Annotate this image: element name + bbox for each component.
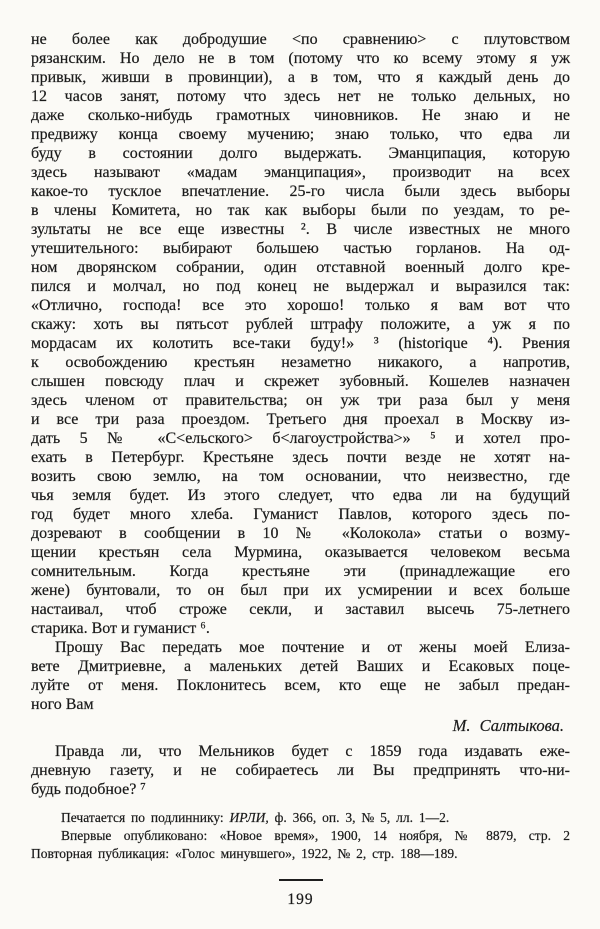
text-line: здесь членом от правительства; он уж три раза был у меня (31, 392, 570, 409)
text-line: дневную газету, и не собираетесь ли Вы предпринять что-ни- (31, 762, 570, 779)
text-line: будь подобное? ⁷ (31, 781, 146, 798)
letter-paragraph-1 (31, 30, 570, 638)
text-line: Прошу Вас передать мое почтение и от жены моей Елиза- (55, 639, 570, 656)
text-line: 12 часов занят, потому что здесь нет не только дельных, но (31, 88, 570, 105)
text-line: слышен повсюду плач и скрежет зубовный. Кошелев назначен (31, 373, 570, 390)
text-line: не более как добродушие <по сравнению> с плутовством (31, 31, 570, 48)
provenance-first-publication-line: Впервые опубликовано: «Новое время», 1900, 14 ноября, № 8879, стр. 2 (61, 828, 570, 843)
text-line: к освобождению крестьян незаметно никакого, а напротив, (31, 354, 570, 371)
text-line: щении крестьян села Мурмина, оказывается человеком весьма (31, 544, 570, 561)
page-number: 199 (287, 891, 314, 908)
provenance-source-archive: ИРЛИ, (229, 810, 269, 825)
text-line: какое-то тусклое впечатление. 25-го числа были здесь выборы (31, 183, 570, 200)
letter-paragraph-3 (31, 742, 570, 799)
text-line: утешительного: выбирают большею частью горланов. На од- (31, 240, 570, 257)
text-line: жене) бунтовали, то он был при их усмирении и всех больше (31, 582, 570, 599)
text-line: возить свою землю, на том основании, что неизвестно, где (31, 468, 570, 485)
text-line: ном дворянском собрании, один отставной военный долго кре- (31, 259, 570, 276)
provenance-source-line (31, 809, 570, 827)
text-line: дозревают в сообщении в 10 № «Колокола» статьи о возму- (31, 525, 570, 542)
text-line: в члены Комитета, но так как выборы были по уездам, то ре- (31, 202, 570, 219)
provenance-second-publication-line: Повторная публикация: «Голос минувшего», 1922, № 2, стр. 188—189. (31, 846, 458, 861)
text-line: даже сколько-нибудь грамотных чиновников. Не знаю и не (31, 107, 570, 124)
letter-paragraph-2 (31, 638, 570, 714)
text-line: дать 5 № «С<ельского> б<лагоустройства>» ⁵ и хотел про- (31, 430, 570, 447)
text-line: Правда ли, что Мельников будет с 1859 года издавать еже- (55, 743, 570, 760)
text-line: сомнительным. Когда крестьяне эти (принадлежащие его (31, 563, 570, 580)
text-line: чья земля будет. Из этого следует, что едва ли на будущий (31, 487, 570, 504)
text-line: буду в состоянии долго выдержать. Эманципация, которую (31, 145, 570, 162)
signature: М. Салтыкова. (452, 716, 564, 735)
provenance-source-prefix: Печатается по подлиннику: (61, 810, 230, 825)
text-line: настаивал, чтоб строже секли, и заставил высечь 75-летнего (31, 601, 570, 618)
text-line: год будет много хлеба. Гуманист Павлов, которого здесь по- (31, 506, 570, 523)
text-line: ехать в Петербург. Крестьяне здесь почти везде не хотят на- (31, 449, 570, 466)
letter-text-block (31, 30, 570, 908)
text-line: здесь называют «мадам эманципация», производит на всех (31, 164, 570, 181)
text-line: привык, живши в провинции), а в том, что я каждый день до (31, 69, 570, 86)
text-line: «Отлично, господа! все это хорошо! только я вам вот что (31, 297, 570, 314)
text-line: мордасам их колотить все-таки буду!» ³ (historique ⁴). Рвения (31, 335, 570, 352)
text-line: скажу: хоть вы пятьсот рублей штрафу положите, а уж я по (31, 316, 570, 333)
provenance-source-rest: ф. 366, оп. 3, № 5, лл. 1—2. (268, 810, 450, 825)
text-line: луйте от меня. Поклонитесь всем, кто еще не забыл предан- (31, 677, 570, 694)
text-line: старика. Вот и гуманист ⁶. (31, 620, 210, 637)
text-line: предвижу конца своему мучению; знаю только, что едва ли (31, 126, 570, 143)
text-line: и все три раза проездом. Третьего дня проехал в Москву из- (31, 411, 570, 428)
text-line: зультаты не все еще известны ². В числе известных не много (31, 221, 570, 238)
text-line: вете Дмитриевне, а маленьких детей Ваших и Есаковых поце- (31, 658, 570, 675)
text-line: рязанским. Но дело не в том (потому что ко всему этому я уж (31, 50, 570, 67)
provenance-note (31, 809, 570, 863)
text-line: ного Вам (31, 696, 94, 713)
text-line: пился и молчал, но под конец не выдержал и выразился так: (31, 278, 570, 295)
section-divider (279, 879, 323, 881)
